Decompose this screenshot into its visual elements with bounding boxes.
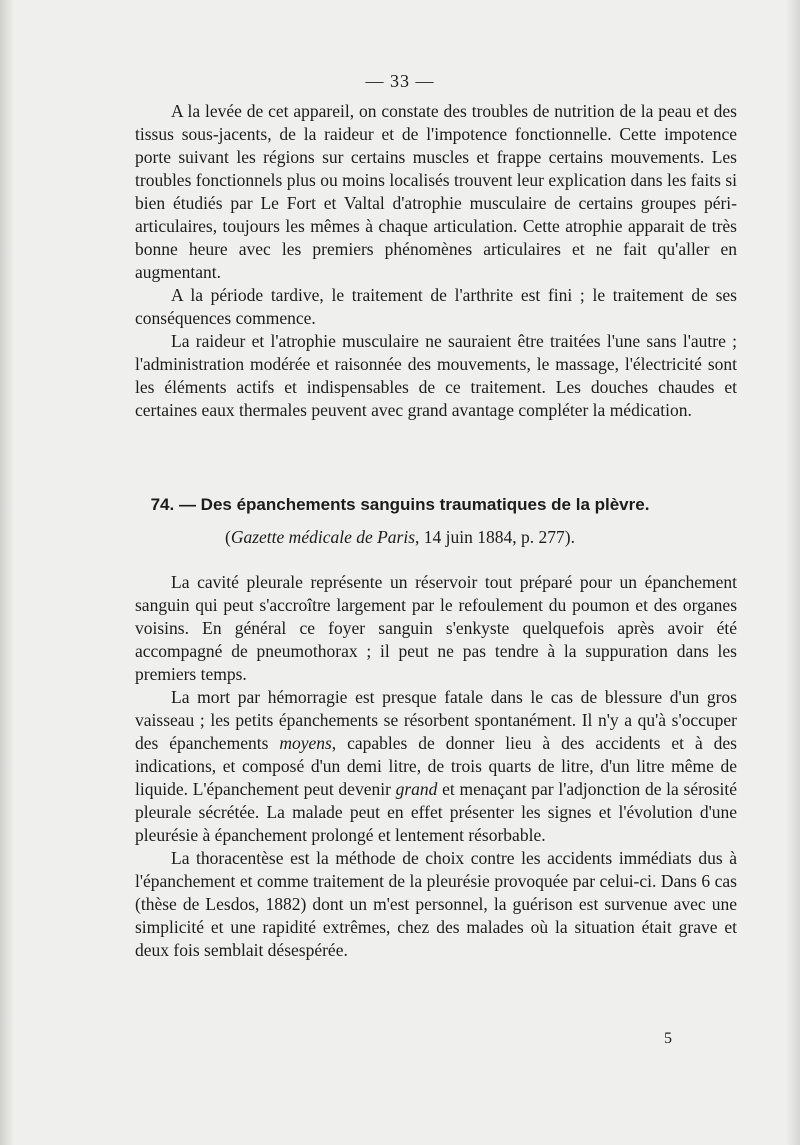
paragraph: La cavité pleurale représente un réservoir tout préparé pour un épanchement sanguin qui peut s'accroître largement par le refoulement du poumon et des organes voisins. En général ce foyer sanguin s'enkyste quelquefois après avoir été accompagné de pneumothorax ; il peut ne pas tendre à la suppuration dans les premiers temps. xyxy=(135,572,737,684)
paragraph: A la levée de cet appareil, on constate des troubles de nutrition de la peau et des tissus sous-jacents, de la raideur et de l'impotence fonctionnelle. Cette impotence porte suivant les régions sur certains muscles et frappe certains mouvements. Les troubles fonctionnels plus ou moins localisés trouvent leur explication dans les faits si bien étudiés par Le Fort et Valtal d'atrophie musculaire de certains groupes péri-articulaires, toujours les mêmes à chaque articulation. Cette atrophie apparait de très bonne heure avec les premiers phénomènes articulaires et ne fait qu'aller en augmentant. xyxy=(135,101,737,282)
article-heading xyxy=(0,495,800,515)
citation-journal: Gazette médicale de Paris xyxy=(230,527,416,547)
article-number: 74. xyxy=(150,495,175,514)
citation-open: ( xyxy=(225,527,231,547)
signature-mark: 5 xyxy=(664,1030,672,1047)
article-citation xyxy=(0,527,800,548)
paragraph: La raideur et l'atrophie musculaire ne sauraient être traitées l'une sans l'autre ; l'administration modérée et raisonnée des mouvements, le massage, l'électricité sont les éléments actifs et indispensables de ce traitement. Les douches chaudes et certaines eaux thermales peuvent avec grand avantage compléter la médication. xyxy=(135,331,737,420)
emphasis: grand xyxy=(395,779,438,799)
paragraph: La thoracentèse est la méthode de choix contre les accidents immédiats dus à l'épanchement et comme traitement de la pleurésie provoquée par celui-ci. Dans 6 cas (thèse de Lesdos, 1882) dont un m'est personnel, la guérison est survenue avec une simplicité et une rapidité extrêmes, chez des malades où la situation était grave et deux fois semblait désespérée. xyxy=(135,848,737,960)
text-run: La mort par hémorragie est presque fatale dans le cas de blessure d'un gros vaisseau ; les petits épanchements se résorbent spontanément. Il n'y a qu'à s'occuper des épanchements xyxy=(135,687,737,753)
text-run: , capables de donner lieu à des accidents et à des indications, et composé d'un demi litre, de trois quarts de litre, d'un litre même de liquide. L'épanchement peut devenir xyxy=(135,733,737,799)
page-left-edge xyxy=(0,0,14,1145)
page-right-edge xyxy=(786,0,800,1145)
emphasis: moyens xyxy=(279,733,332,753)
paragraph xyxy=(135,686,737,847)
section-arthritis-text xyxy=(135,100,737,422)
article-title: — Des épanchements sanguins traumatiques de la plèvre. xyxy=(178,495,650,514)
page-number: — 33 — xyxy=(365,71,435,91)
text-run: et menaçant par l'adjonction de la sérosité pleurale sécrétée. La malade peut en effet présenter les signes et l'évolution d'une pleurésie à épanchement prolongé et lentement résorbable. xyxy=(135,779,737,845)
section-pleura-text xyxy=(135,571,737,962)
citation-details: , 14 juin 1884, p. 277). xyxy=(415,527,575,547)
paragraph: A la période tardive, le traitement de l'arthrite est fini ; le traitement de ses conséquences commence. xyxy=(135,285,737,328)
